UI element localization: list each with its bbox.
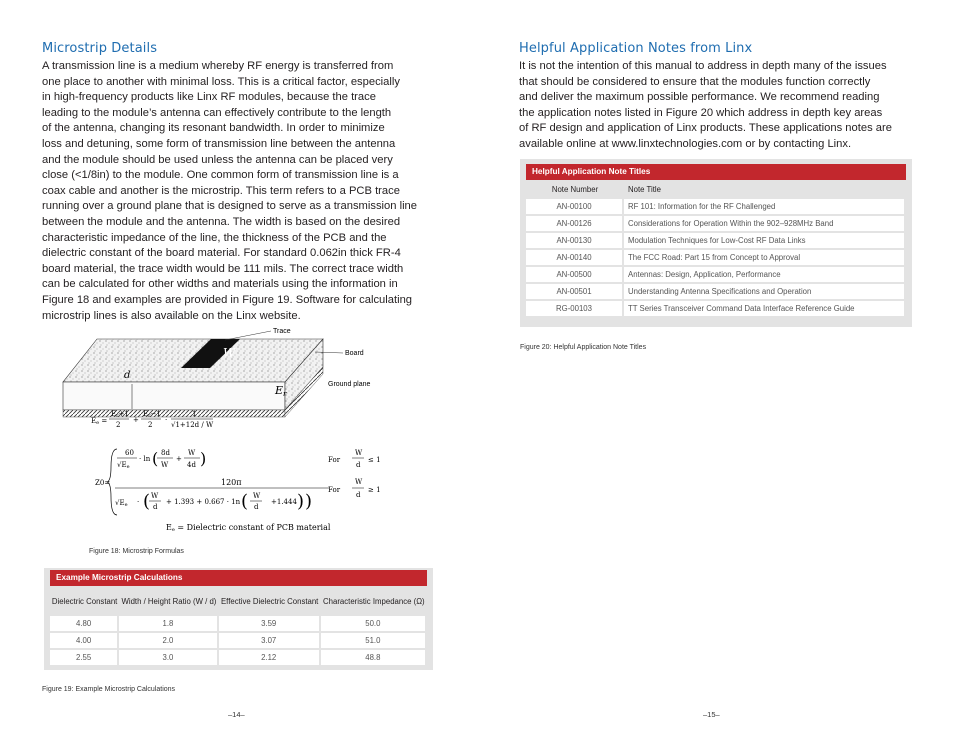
- svg-text:2: 2: [148, 421, 153, 429]
- col-header: Dielectric Constant: [51, 596, 118, 606]
- cell: 4.00: [50, 633, 119, 650]
- paragraph-line: available online at www.linxtechnologies.com or by contacting Linx.: [519, 137, 852, 150]
- paragraph-line: between the module and the antenna. The width is based on the desired: [42, 215, 401, 228]
- svg-text:+1.444: +1.444: [271, 498, 297, 506]
- table-row: [526, 267, 906, 284]
- figure-19-caption: Figure 19: Example Microstrip Calculations: [42, 686, 176, 693]
- notes-table: [526, 180, 906, 318]
- paragraph-line: the application notes listed in Figure 20 which address in depth key areas: [519, 106, 883, 119]
- cell: 2.0: [119, 633, 218, 650]
- paragraph-line: leading to the module’s antenna can effectively contribute to the length: [42, 106, 392, 119]
- svg-text:d: d: [356, 461, 361, 469]
- paragraph-line: one place to another with minimal loss. This is a critical factor, especially: [42, 75, 400, 88]
- note-title-cell: The FCC Road: Part 15 from Concept to Approval: [624, 250, 906, 267]
- note-title-cell: Antennas: Design, Application, Performance: [624, 267, 906, 284]
- svg-text:8d: 8d: [161, 449, 170, 457]
- paragraph-line: running over a ground plane that is designed to serve as a transmission line: [42, 200, 418, 213]
- paragraph-line: microstrip lines is also available on the Linx website.: [42, 309, 301, 322]
- ground-plane-label: Ground plane: [328, 381, 371, 388]
- svg-text:60: 60: [125, 449, 134, 457]
- paragraph-line: close (<1/8in) to the module. One common form of transmission line is a: [42, 169, 399, 182]
- note-number-cell: AN-00130: [526, 233, 624, 250]
- col-header: Note Title: [628, 185, 661, 194]
- page-number-left: –14–: [228, 710, 245, 719]
- paragraph-line: A transmission line is a medium whereby RF energy is transferred from: [42, 60, 394, 72]
- microstrip-paragraph: [42, 59, 437, 324]
- cond2-for: For: [328, 486, 341, 494]
- col-header: Note Number: [551, 185, 599, 194]
- note-number-cell: AN-00100: [526, 199, 624, 216]
- paragraph-line: and deliver the maximum possible performance. We recommend reading: [519, 91, 880, 104]
- svg-text:(: (: [241, 491, 249, 512]
- note-title-cell: Modulation Techniques for Low-Cost RF Data Links: [624, 233, 906, 250]
- svg-text:W: W: [355, 449, 363, 457]
- figure-18-caption: Figure 18: Microstrip Formulas: [89, 548, 184, 555]
- paragraph-line: that should be considered to ensure that the modules function correctly: [519, 75, 871, 88]
- col-header: Width / Height Ratio (W / d): [121, 596, 217, 606]
- svg-text:W: W: [355, 478, 363, 486]
- paragraph-line: board material, the trace width would be 111 mils. The correct trace width: [42, 262, 404, 275]
- svg-text:(: (: [143, 491, 151, 512]
- board-front: [63, 382, 285, 410]
- note-number-cell: AN-00501: [526, 284, 624, 301]
- svg-text:): ): [305, 491, 313, 512]
- note-title-cell: RF 101: Information for the RF Challenged: [624, 199, 906, 216]
- page-number-right: –15–: [703, 710, 720, 719]
- w-label: W: [223, 346, 236, 360]
- paragraph-line: loss and detuning, some form of transmission line between the antenna: [42, 137, 396, 150]
- paragraph-line: coax cable and another is the microstrip. This term refers to a PCB trace: [42, 184, 400, 197]
- calc-table: [50, 586, 427, 667]
- paragraph-line: dielectric constant of the board material. For standard 0.062in thick FR-4: [42, 247, 401, 260]
- svg-text:Er+1: Er+1: [111, 410, 129, 419]
- d-label: d: [124, 370, 131, 381]
- svg-text:d: d: [153, 503, 158, 511]
- svg-text:Er−1: Er−1: [143, 410, 161, 419]
- svg-text:W: W: [161, 461, 169, 469]
- cell: 50.0: [321, 616, 427, 633]
- cell: 4.80: [50, 616, 119, 633]
- svg-text:+: +: [133, 416, 139, 424]
- svg-text:Z0=: Z0=: [95, 479, 111, 487]
- table-row: [526, 216, 906, 233]
- note-title-cell: Considerations for Operation Within the 902–928MHz Band: [624, 216, 906, 233]
- svg-text:Ee = Dielectric constant of PC: Ee = Dielectric constant of PCB material: [166, 523, 331, 533]
- paragraph-line: can be calculated for other widths and materials using the information in: [42, 278, 398, 291]
- svg-text:+: +: [176, 455, 182, 463]
- trace-label: Trace: [273, 328, 291, 335]
- paragraph-line: and the module should be used unless the antenna can be placed very: [42, 153, 393, 166]
- col-header: Effective Dielectric Constant: [220, 596, 319, 606]
- cell: 48.8: [321, 650, 427, 667]
- note-title-cell: Understanding Antenna Specifications and Operation: [624, 284, 906, 301]
- paragraph-line: in high-frequency products like Linx RF modules, because the trace: [42, 91, 376, 104]
- svg-text:W: W: [188, 449, 196, 457]
- app-notes-table: [520, 159, 912, 327]
- paragraph-line: Figure 18 and examples are provided in Figure 19. Software for calculating: [42, 293, 413, 306]
- paragraph-line: It is not the intention of this manual to address in depth many of the issues: [519, 60, 887, 72]
- svg-text:2: 2: [116, 421, 121, 429]
- table-row: [50, 633, 427, 650]
- cell: 1.8: [119, 616, 218, 633]
- paragraph-line: of RF design and application of Linx products. These applications notes are: [519, 122, 892, 135]
- note-title-cell: TT Series Transceiver Command Data Interface Reference Guide: [624, 301, 906, 318]
- svg-text:1: 1: [192, 410, 197, 418]
- microstrip-diagram: [45, 322, 445, 542]
- cond1-for: For: [328, 456, 341, 464]
- svg-text:√Ee: √Ee: [117, 461, 130, 470]
- cell: 3.07: [219, 633, 321, 650]
- svg-text:): ): [297, 491, 305, 512]
- cell: 2.12: [219, 650, 321, 667]
- svg-text:W: W: [253, 492, 261, 500]
- table-row: [526, 250, 906, 267]
- cell: 2.55: [50, 650, 119, 667]
- microstrip-calculations-table: [44, 568, 433, 670]
- cell: 3.59: [219, 616, 321, 633]
- paragraph-line: of the antenna, changing its resonant bandwidth. In order to minimize: [42, 122, 385, 135]
- svg-text:≥ 1: ≥ 1: [368, 486, 381, 494]
- svg-text:+ 1.393 + 0.667 · 1n: + 1.393 + 0.667 · 1n: [166, 498, 241, 506]
- board-label: Board: [345, 350, 364, 357]
- app-notes-paragraph: [519, 59, 914, 153]
- svg-text:): ): [200, 449, 207, 468]
- col-header: Characteristic Impedance (Ω): [323, 596, 425, 606]
- microstrip-figure: [45, 322, 445, 542]
- table-title: Example Microstrip Calculations: [50, 570, 427, 586]
- note-number-cell: AN-00126: [526, 216, 624, 233]
- table-row: [50, 650, 427, 667]
- svg-text:≤ 1: ≤ 1: [368, 456, 381, 464]
- svg-text:· ln: · ln: [139, 455, 151, 463]
- table-row: [526, 199, 906, 216]
- table-row: [526, 301, 906, 318]
- svg-text:Ee =: Ee =: [91, 417, 108, 426]
- microstrip-heading: Microstrip Details: [42, 41, 158, 56]
- svg-text:(: (: [152, 449, 159, 468]
- ground-plane: [63, 410, 285, 417]
- table-title: Helpful Application Note Titles: [526, 164, 906, 180]
- table-row: [526, 233, 906, 250]
- note-number-cell: AN-00140: [526, 250, 624, 267]
- svg-text:√Ee: √Ee: [115, 499, 128, 508]
- table-row: [50, 616, 427, 633]
- table-row: [526, 284, 906, 301]
- svg-text:W: W: [151, 492, 159, 500]
- svg-text:d: d: [356, 491, 361, 499]
- figure-20-caption: Figure 20: Helpful Application Note Titles: [520, 344, 647, 351]
- er-label: Er: [275, 384, 287, 398]
- svg-text:·: ·: [165, 416, 168, 424]
- svg-text:·: ·: [137, 498, 140, 506]
- paragraph-line: characteristic impedance of the line, the thickness of the PCB and the: [42, 231, 387, 244]
- note-number-cell: RG-00103: [526, 301, 624, 318]
- z0-formula: [95, 449, 381, 533]
- svg-text:√1+12d / W: √1+12d / W: [171, 421, 214, 429]
- note-number-cell: AN-00500: [526, 267, 624, 284]
- svg-text:d: d: [254, 503, 259, 511]
- cell: 51.0: [321, 633, 427, 650]
- svg-text:120π: 120π: [221, 478, 242, 487]
- cell: 3.0: [119, 650, 218, 667]
- app-notes-heading: Helpful Application Notes from Linx: [519, 41, 753, 56]
- svg-text:4d: 4d: [187, 461, 196, 469]
